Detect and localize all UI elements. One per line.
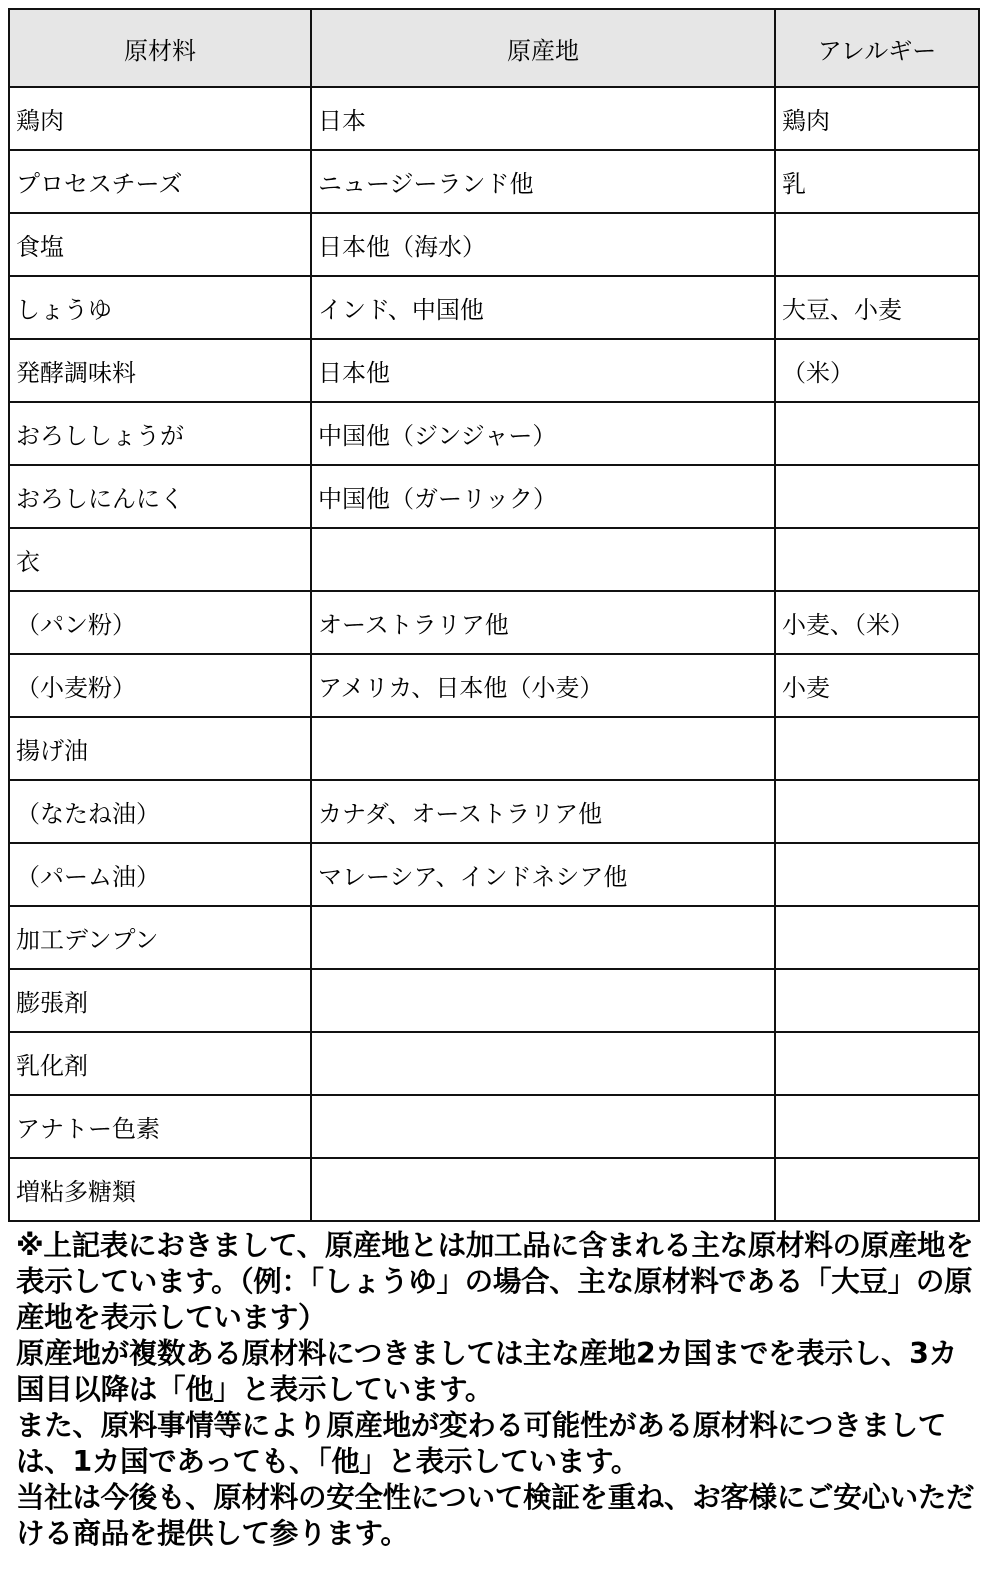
footnote-paragraph-multiple-origins: 原産地が複数ある原材料につきましては主な産地2カ国までを表示し、3カ国目以降は「他」と表示しています。 (16, 1337, 957, 1406)
table-row (9, 780, 979, 843)
table-header-row (9, 9, 979, 87)
header-origin: 原産地 (311, 9, 775, 87)
origin-cell: アメリカ、日本他（小麦） (311, 654, 775, 717)
allergen-cell: 鶏肉 (775, 87, 979, 150)
origin-cell: オーストラリア他 (311, 591, 775, 654)
ingredient-cell: 加工デンプン (9, 906, 311, 969)
table-row (9, 906, 979, 969)
ingredient-cell: （パーム油） (9, 843, 311, 906)
table-row (9, 843, 979, 906)
table-row (9, 591, 979, 654)
allergen-cell: 乳 (775, 150, 979, 213)
ingredient-cell: 揚げ油 (9, 717, 311, 780)
ingredient-cell: （パン粉） (9, 591, 311, 654)
footnote-paragraph-safety-commitment: 当社は今後も、原材料の安全性について検証を重ね、お客様にご安心いただける商品を提供して参ります。 (16, 1481, 975, 1550)
allergen-cell (775, 465, 979, 528)
origin-cell: 日本他（海水） (311, 213, 775, 276)
footnote-paragraph-variable-origin: また、原料事情等により原産地が変わる可能性がある原材料につきましては、1カ国であっても、「他」と表示しています。 (16, 1409, 947, 1478)
origin-cell: カナダ、オーストラリア他 (311, 780, 775, 843)
allergen-cell (775, 843, 979, 906)
header-allergen: アレルギー (775, 9, 979, 87)
ingredient-cell: （小麦粉） (9, 654, 311, 717)
table-row (9, 717, 979, 780)
ingredient-origin-table (8, 8, 980, 1222)
table-row (9, 87, 979, 150)
origin-cell (311, 717, 775, 780)
origin-cell (311, 906, 775, 969)
ingredient-cell: 食塩 (9, 213, 311, 276)
table-row (9, 1158, 979, 1221)
table-row (9, 150, 979, 213)
origin-cell (311, 528, 775, 591)
table-row (9, 528, 979, 591)
ingredient-cell: 鶏肉 (9, 87, 311, 150)
table-row (9, 276, 979, 339)
ingredient-cell: おろしにんにく (9, 465, 311, 528)
table-row (9, 402, 979, 465)
allergen-cell (775, 1032, 979, 1095)
table-row (9, 969, 979, 1032)
origin-cell: 中国他（ジンジャー） (311, 402, 775, 465)
allergen-cell (775, 213, 979, 276)
ingredient-cell: プロセスチーズ (9, 150, 311, 213)
allergen-cell: 小麦、（米） (775, 591, 979, 654)
ingredient-cell: （なたね油） (9, 780, 311, 843)
table-row (9, 1032, 979, 1095)
ingredient-cell: 増粘多糖類 (9, 1158, 311, 1221)
table-row (9, 339, 979, 402)
origin-cell: インド、中国他 (311, 276, 775, 339)
allergen-cell: 小麦 (775, 654, 979, 717)
allergen-cell: （米） (775, 339, 979, 402)
allergen-cell (775, 528, 979, 591)
origin-footnote (16, 1228, 976, 1552)
origin-cell: 日本他 (311, 339, 775, 402)
allergen-cell (775, 969, 979, 1032)
allergen-cell (775, 402, 979, 465)
ingredient-cell: しょうゆ (9, 276, 311, 339)
header-ingredient: 原材料 (9, 9, 311, 87)
ingredient-cell: アナトー色素 (9, 1095, 311, 1158)
allergen-cell (775, 1095, 979, 1158)
origin-cell (311, 1032, 775, 1095)
ingredient-sheet (8, 8, 978, 1552)
footnote-paragraph-definition: ※上記表におきまして、原産地とは加工品に含まれる主な原材料の原産地を表示しています。（例：「しょうゆ」の場合、主な原材料である「大豆」の原産地を表示しています） (16, 1229, 974, 1334)
ingredient-cell: おろししょうが (9, 402, 311, 465)
ingredient-cell: 発酵調味料 (9, 339, 311, 402)
table-row (9, 1095, 979, 1158)
origin-cell (311, 1158, 775, 1221)
origin-cell: マレーシア、インドネシア他 (311, 843, 775, 906)
table-row (9, 465, 979, 528)
allergen-cell (775, 906, 979, 969)
allergen-cell: 大豆、小麦 (775, 276, 979, 339)
allergen-cell (775, 717, 979, 780)
origin-cell: ニュージーランド他 (311, 150, 775, 213)
origin-cell: 日本 (311, 87, 775, 150)
allergen-cell (775, 1158, 979, 1221)
allergen-cell (775, 780, 979, 843)
origin-cell (311, 969, 775, 1032)
ingredient-cell: 膨張剤 (9, 969, 311, 1032)
origin-cell: 中国他（ガーリック） (311, 465, 775, 528)
table-row (9, 213, 979, 276)
origin-cell (311, 1095, 775, 1158)
ingredient-cell: 乳化剤 (9, 1032, 311, 1095)
table-row (9, 654, 979, 717)
ingredient-cell: 衣 (9, 528, 311, 591)
